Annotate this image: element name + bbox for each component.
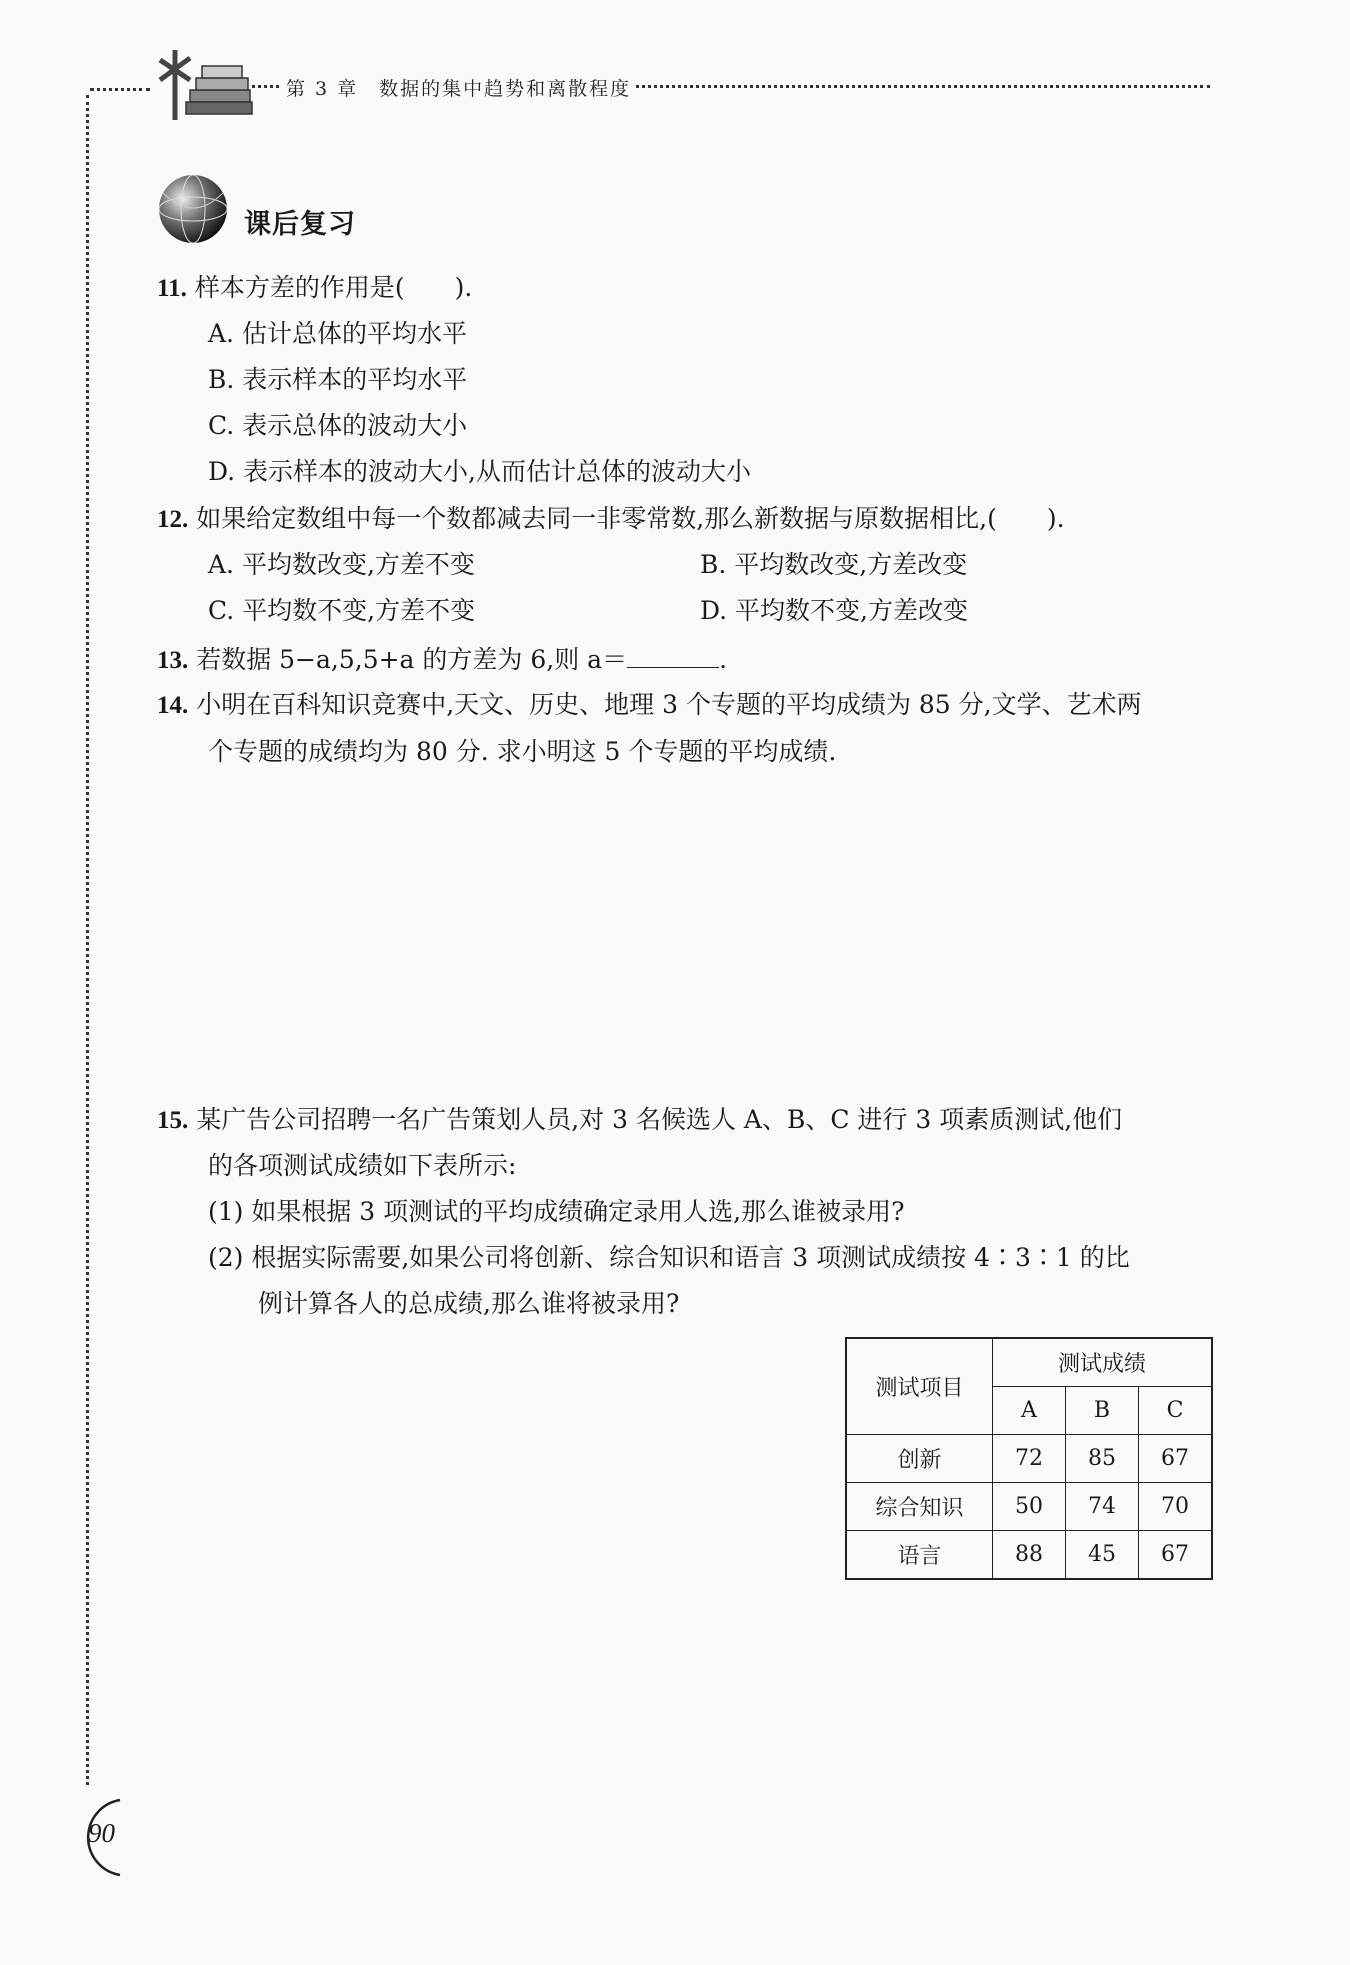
book-stack-logo-icon <box>150 50 260 130</box>
table-header-scores: 测试成绩 <box>993 1338 1213 1387</box>
section-title: 课后复习 <box>244 209 356 240</box>
score-cell: 74 <box>1066 1483 1139 1531</box>
candidate-b-header: B <box>1066 1387 1139 1435</box>
score-cell: 67 <box>1139 1435 1213 1483</box>
question-number: 13. <box>157 647 189 674</box>
answer-blank[interactable] <box>627 645 719 668</box>
margin-rule <box>86 95 89 1785</box>
chapter-header: 第 3 章 数据的集中趋势和离散程度 <box>282 74 635 101</box>
question-number: 14. <box>157 692 189 719</box>
score-table <box>845 1337 1213 1580</box>
option-b: B. 表示样本的平均水平 <box>208 365 468 394</box>
question-15 <box>157 1107 1122 1133</box>
score-cell: 50 <box>993 1483 1066 1531</box>
option-c: C. 表示总体的波动大小 <box>208 411 468 440</box>
table-row <box>846 1435 1212 1483</box>
question-number: 11. <box>157 275 187 302</box>
row-label: 创新 <box>846 1435 993 1483</box>
table-header-item: 测试项目 <box>846 1338 993 1435</box>
sub-question-2: (2) 根据实际需要,如果公司将创新、综合知识和语言 3 项测试成绩按 4∶3∶1 的比 <box>208 1243 1130 1272</box>
question-text: 个专题的成绩均为 80 分. 求小明这 5 个专题的平均成绩. <box>208 737 837 766</box>
row-label: 综合知识 <box>846 1483 993 1531</box>
option-b: B. 平均数改变,方差改变 <box>700 550 968 579</box>
score-cell: 70 <box>1139 1483 1213 1531</box>
question-11 <box>157 275 472 301</box>
score-cell: 85 <box>1066 1435 1139 1483</box>
question-text: 某广告公司招聘一名广告策划人员,对 3 名候选人 A、B、C 进行 3 项素质测试,他们 <box>196 1105 1123 1134</box>
question-text: 小明在百科知识竞赛中,天文、历史、地理 3 个专题的平均成绩为 85 分,文学、艺术两 <box>196 690 1142 719</box>
option-d: D. 平均数不变,方差改变 <box>700 596 968 625</box>
candidate-a-header: A <box>993 1387 1066 1435</box>
question-stem: 如果给定数组中每一个数都减去同一非零常数,那么新数据与原数据相比,( ). <box>196 504 1065 533</box>
header-rule <box>90 88 150 91</box>
candidate-c-header: C <box>1139 1387 1213 1435</box>
question-number: 15. <box>157 1107 189 1134</box>
sub-question-2-cont: 例计算各人的总成绩,那么谁将被录用? <box>258 1289 680 1318</box>
table-row <box>846 1531 1212 1580</box>
globe-icon <box>157 173 229 245</box>
row-label: 语言 <box>846 1531 993 1580</box>
question-13 <box>157 645 727 673</box>
option-c: C. 平均数不变,方差不变 <box>208 596 476 625</box>
sub-question-1: (1) 如果根据 3 项测试的平均成绩确定录用人选,那么谁被录用? <box>208 1197 905 1226</box>
score-cell: 45 <box>1066 1531 1139 1580</box>
question-12 <box>157 506 1065 532</box>
question-14 <box>157 692 1142 718</box>
table-row <box>846 1483 1212 1531</box>
question-stem-end: . <box>719 645 728 674</box>
page-number: 90 <box>88 1818 115 1848</box>
question-stem: 样本方差的作用是( ). <box>194 273 473 302</box>
question-text: 的各项测试成绩如下表所示: <box>208 1151 517 1180</box>
option-d: D. 表示样本的波动大小,从而估计总体的波动大小 <box>208 457 751 486</box>
score-cell: 72 <box>993 1435 1066 1483</box>
option-a: A. 估计总体的平均水平 <box>208 319 467 348</box>
question-stem: 若数据 5−a,5,5+a 的方差为 6,则 a＝ <box>196 645 628 674</box>
option-a: A. 平均数改变,方差不变 <box>208 550 475 579</box>
score-cell: 88 <box>993 1531 1066 1580</box>
question-number: 12. <box>157 506 189 533</box>
score-cell: 67 <box>1139 1531 1213 1580</box>
